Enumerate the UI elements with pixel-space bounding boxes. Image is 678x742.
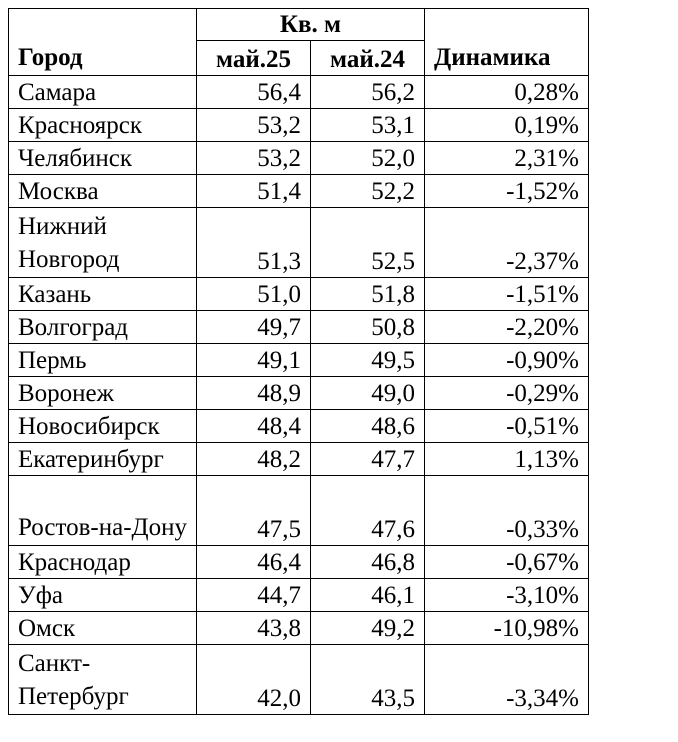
city-cell: Нижний Новгород (9, 208, 197, 278)
dynamic-cell: 1,13% (425, 443, 589, 476)
city-cell: Москва (9, 175, 197, 208)
table-row (9, 476, 589, 546)
table-container (8, 8, 589, 715)
city-area-table (8, 8, 589, 715)
dynamic-cell: -2,37% (425, 208, 589, 278)
may25-cell: 48,9 (197, 377, 311, 410)
table-row (9, 443, 589, 476)
header-city: Город (9, 9, 197, 76)
table-row (9, 175, 589, 208)
may25-cell: 48,2 (197, 443, 311, 476)
may25-cell: 53,2 (197, 142, 311, 175)
table-row (9, 410, 589, 443)
may24-cell: 46,8 (311, 546, 425, 579)
header-may24: май.24 (311, 41, 425, 76)
table-row (9, 311, 589, 344)
dynamic-cell: -0,90% (425, 344, 589, 377)
table-row (9, 579, 589, 612)
table-row (9, 645, 589, 715)
city-cell: Казань (9, 278, 197, 311)
header-may25: май.25 (197, 41, 311, 76)
may25-cell: 48,4 (197, 410, 311, 443)
header-dynamic: Динамика (425, 9, 589, 76)
city-cell: Челябинск (9, 142, 197, 175)
may25-cell: 53,2 (197, 109, 311, 142)
may24-cell: 50,8 (311, 311, 425, 344)
may24-cell: 52,2 (311, 175, 425, 208)
dynamic-cell: -0,29% (425, 377, 589, 410)
table-row (9, 377, 589, 410)
may24-cell: 49,5 (311, 344, 425, 377)
table-row (9, 612, 589, 645)
table-row (9, 142, 589, 175)
may25-cell: 44,7 (197, 579, 311, 612)
may24-cell: 48,6 (311, 410, 425, 443)
dynamic-cell: -10,98% (425, 612, 589, 645)
may25-cell: 51,3 (197, 208, 311, 278)
dynamic-cell: -3,34% (425, 645, 589, 715)
city-cell: Омск (9, 612, 197, 645)
dynamic-cell: 0,19% (425, 109, 589, 142)
may25-cell: 47,5 (197, 476, 311, 546)
may24-cell: 52,0 (311, 142, 425, 175)
city-cell: Ростов-на-Дону (9, 476, 197, 546)
may24-cell: 53,1 (311, 109, 425, 142)
table-row (9, 546, 589, 579)
may24-cell: 49,0 (311, 377, 425, 410)
may24-cell: 47,6 (311, 476, 425, 546)
may25-cell: 56,4 (197, 76, 311, 109)
dynamic-cell: -0,67% (425, 546, 589, 579)
dynamic-cell: -0,33% (425, 476, 589, 546)
may24-cell: 51,8 (311, 278, 425, 311)
dynamic-cell: -0,51% (425, 410, 589, 443)
city-cell: Санкт-Петербург (9, 645, 197, 715)
table-row (9, 208, 589, 278)
city-cell: Краснодар (9, 546, 197, 579)
may25-cell: 51,4 (197, 175, 311, 208)
table-row (9, 109, 589, 142)
table-header (9, 9, 589, 76)
may24-cell: 56,2 (311, 76, 425, 109)
dynamic-cell: -3,10% (425, 579, 589, 612)
city-cell: Новосибирск (9, 410, 197, 443)
may24-cell: 47,7 (311, 443, 425, 476)
table-row (9, 344, 589, 377)
dynamic-cell: -1,52% (425, 175, 589, 208)
header-sqm-group: Кв. м (197, 9, 425, 41)
city-cell: Волгоград (9, 311, 197, 344)
may25-cell: 49,1 (197, 344, 311, 377)
city-cell: Самара (9, 76, 197, 109)
dynamic-cell: 0,28% (425, 76, 589, 109)
may24-cell: 52,5 (311, 208, 425, 278)
city-cell: Пермь (9, 344, 197, 377)
city-cell: Уфа (9, 579, 197, 612)
table-row (9, 76, 589, 109)
dynamic-cell: 2,31% (425, 142, 589, 175)
city-cell: Екатеринбург (9, 443, 197, 476)
dynamic-cell: -2,20% (425, 311, 589, 344)
table-row (9, 278, 589, 311)
may25-cell: 42,0 (197, 645, 311, 715)
city-cell: Воронеж (9, 377, 197, 410)
may25-cell: 43,8 (197, 612, 311, 645)
may24-cell: 43,5 (311, 645, 425, 715)
dynamic-cell: -1,51% (425, 278, 589, 311)
may24-cell: 49,2 (311, 612, 425, 645)
may25-cell: 46,4 (197, 546, 311, 579)
table-body (9, 76, 589, 715)
may25-cell: 49,7 (197, 311, 311, 344)
city-cell: Красноярск (9, 109, 197, 142)
may24-cell: 46,1 (311, 579, 425, 612)
may25-cell: 51,0 (197, 278, 311, 311)
